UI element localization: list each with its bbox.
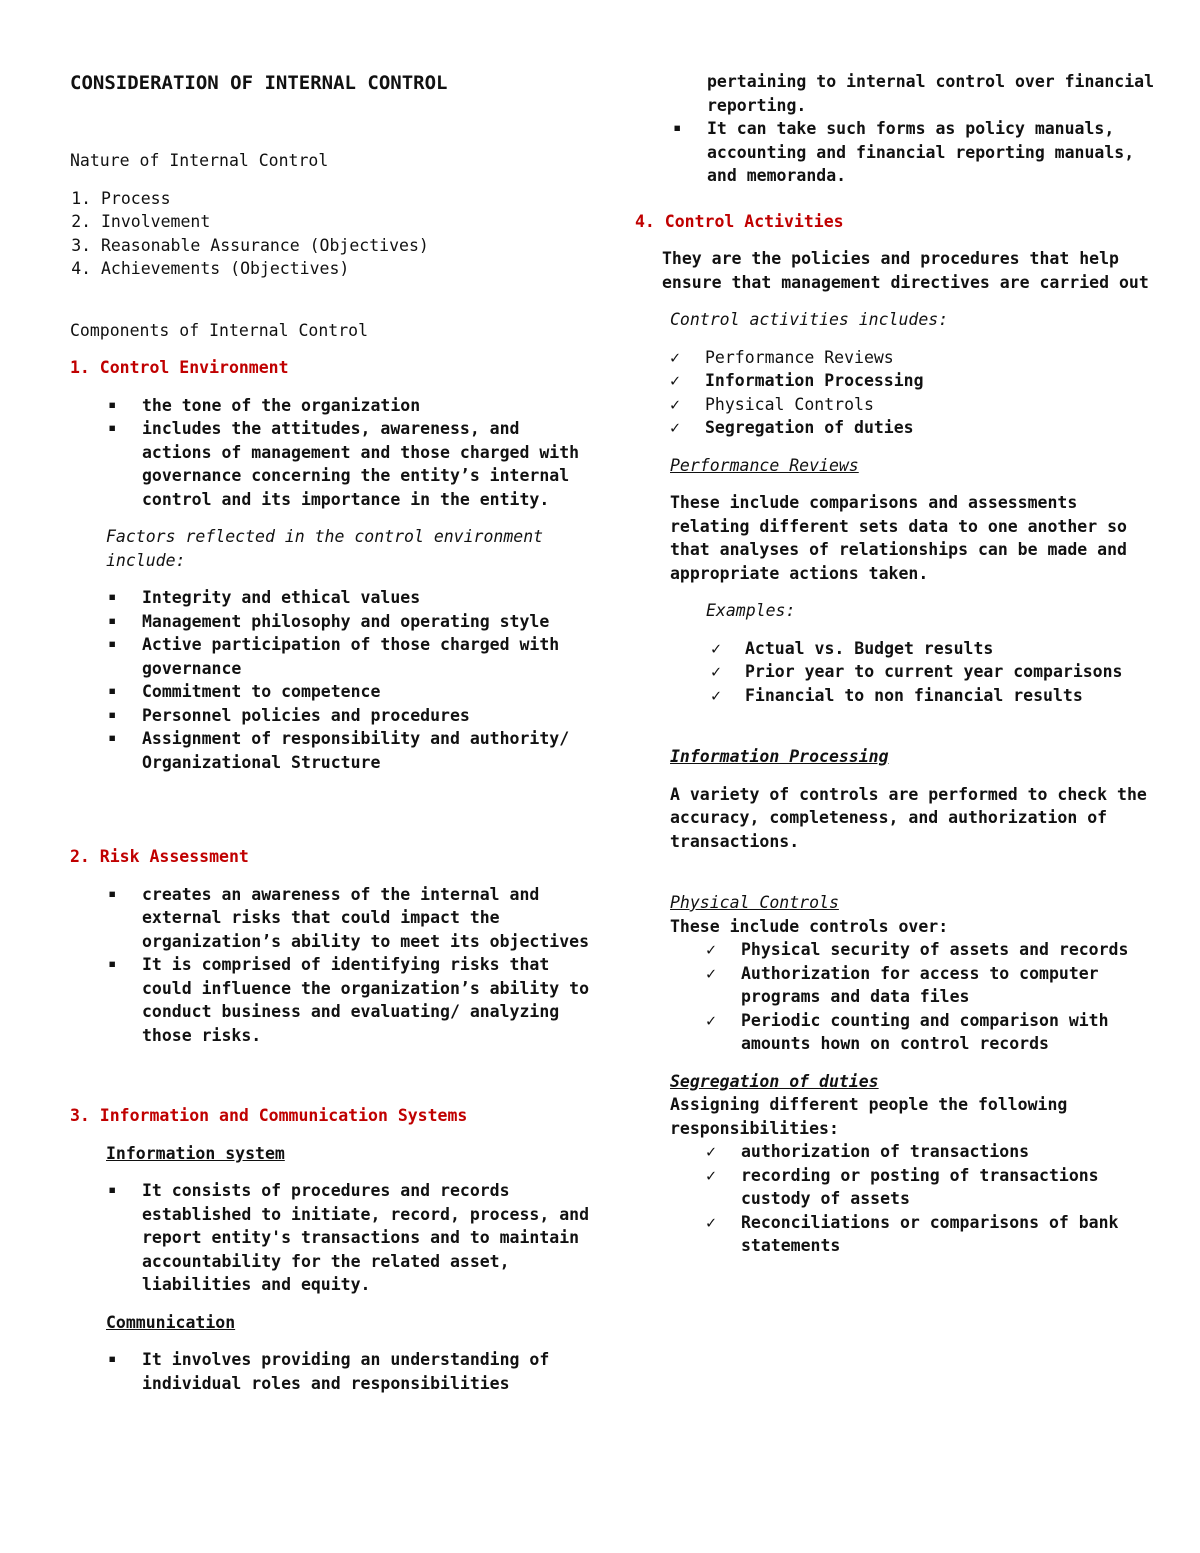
list-item: ✓ Information Processing [635, 369, 1165, 393]
info-system-list [70, 1179, 590, 1297]
risk-assessment-list [70, 883, 590, 1048]
risk-assessment-heading: 2. Risk Assessment [70, 847, 249, 866]
list-item: 4. Achievements (Objectives) [101, 257, 590, 281]
list-item: ▪ includes the attitudes, awareness, and actions of management and those charged with governance concerning the entity’s internal control and its importance in the entity. [70, 417, 590, 511]
includes-list [635, 346, 1165, 440]
list-item: ▪ Assignment of responsibility and authority/ Organizational Structure [70, 727, 590, 774]
info-system-heading: Information system [106, 1143, 285, 1163]
list-item: ▪ Management philosophy and operating style [70, 610, 590, 634]
factors-intro: Factors reflected in the control environment include: [106, 527, 544, 570]
segregation-heading: Segregation of duties [670, 1071, 879, 1091]
list-item: ▪ It consists of procedures and records established to initiate, record, process, and report entity's transactions and to maintain accountability for the related asset, liabilities and equity. [70, 1179, 590, 1297]
list-item: ✓ Reconciliations or comparisons of bank statements [635, 1211, 1165, 1258]
list-item: ✓ Authorization for access to computer programs and data files [635, 962, 1165, 1009]
examples-list [635, 637, 1165, 708]
components-heading: Components of Internal Control [70, 320, 369, 340]
list-item: ▪ Commitment to competence [70, 680, 590, 704]
list-item: 1. Process [101, 187, 590, 211]
performance-reviews-heading: Performance Reviews [670, 455, 859, 475]
information-processing-text: A variety of controls are performed to check the accuracy, completeness, and authorization of transactions. [670, 784, 1147, 851]
list-item: ✓ Actual vs. Budget results [635, 637, 1165, 661]
includes-intro: Control activities includes: [670, 310, 949, 329]
list-item: ✓ Physical security of assets and records [635, 938, 1165, 962]
segregation-list [635, 1140, 1165, 1258]
list-item: ▪ It can take such forms as policy manuals, accounting and financial reporting manuals, and memoranda. [635, 117, 1165, 188]
control-activities-description: They are the policies and procedures that help ensure that management directives are carried out [662, 249, 1149, 292]
list-item [70, 1348, 590, 1395]
physical-controls-heading: Physical Controls [670, 893, 839, 912]
list-item: ✓ Financial to non financial results [635, 684, 1165, 708]
list-item: ✓ Physical Controls [635, 393, 1165, 417]
document-title: CONSIDERATION OF INTERNAL CONTROL [70, 72, 448, 94]
list-item: ▪ Integrity and ethical values [70, 586, 590, 610]
factors-list [70, 586, 590, 774]
communication-list-part1 [70, 1348, 590, 1395]
control-environment-list [70, 394, 590, 512]
list-item: ▪ It is comprised of identifying risks that could influence the organization’s ability to conduct business and evaluating/ analyzing those risks. [70, 953, 590, 1047]
nature-list [70, 187, 590, 281]
list-item: ✓ Periodic counting and comparison with amounts hown on control records [635, 1009, 1165, 1056]
control-environment-heading: 1. Control Environment [70, 358, 289, 377]
list-item: 3. Reasonable Assurance (Objectives) [101, 234, 590, 258]
performance-reviews-text: These include comparisons and assessments relating different sets data to one another so that analyses of relationships can be made and appropriate actions taken. [670, 493, 1127, 583]
physical-controls-list [635, 938, 1165, 1056]
communication-list-part2 [635, 70, 1165, 188]
physical-controls-intro: These include controls over: [670, 916, 949, 936]
communication-bullet-part1: It involves providing an understanding of individual roles and responsibilities [142, 1350, 550, 1393]
communication-heading: Communication [106, 1312, 236, 1332]
list-item: ✓ recording or posting of transactions custody of assets [635, 1164, 1165, 1211]
list-item: ✓ Segregation of duties [635, 416, 1165, 440]
left-column [70, 70, 590, 1409]
communication-bullet-continued: pertaining to internal control over financial reporting. [707, 72, 1155, 115]
list-item: 2. Involvement [101, 210, 590, 234]
control-activities-heading: 4. Control Activities [635, 211, 844, 231]
info-comm-heading: 3. Information and Communication Systems [70, 1106, 468, 1125]
right-column [635, 70, 1165, 1272]
list-item: ✓ Prior year to current year comparisons [635, 660, 1165, 684]
nature-heading: Nature of Internal Control [70, 151, 329, 170]
list-item: ▪ creates an awareness of the internal and external risks that could impact the organization’s ability to meet its objectives [70, 883, 590, 954]
list-item: ✓ authorization of transactions [635, 1140, 1165, 1164]
list-item-continuation [635, 70, 1165, 117]
examples-label: Examples: [706, 601, 796, 620]
segregation-intro: Assigning different people the following responsibilities: [670, 1095, 1068, 1138]
list-item: ▪ the tone of the organization [70, 394, 590, 418]
list-item: ▪ Personnel policies and procedures [70, 704, 590, 728]
list-item: ▪ Active participation of those charged with governance [70, 633, 590, 680]
information-processing-heading: Information Processing [670, 747, 889, 766]
list-item: ✓ Performance Reviews [635, 346, 1165, 370]
